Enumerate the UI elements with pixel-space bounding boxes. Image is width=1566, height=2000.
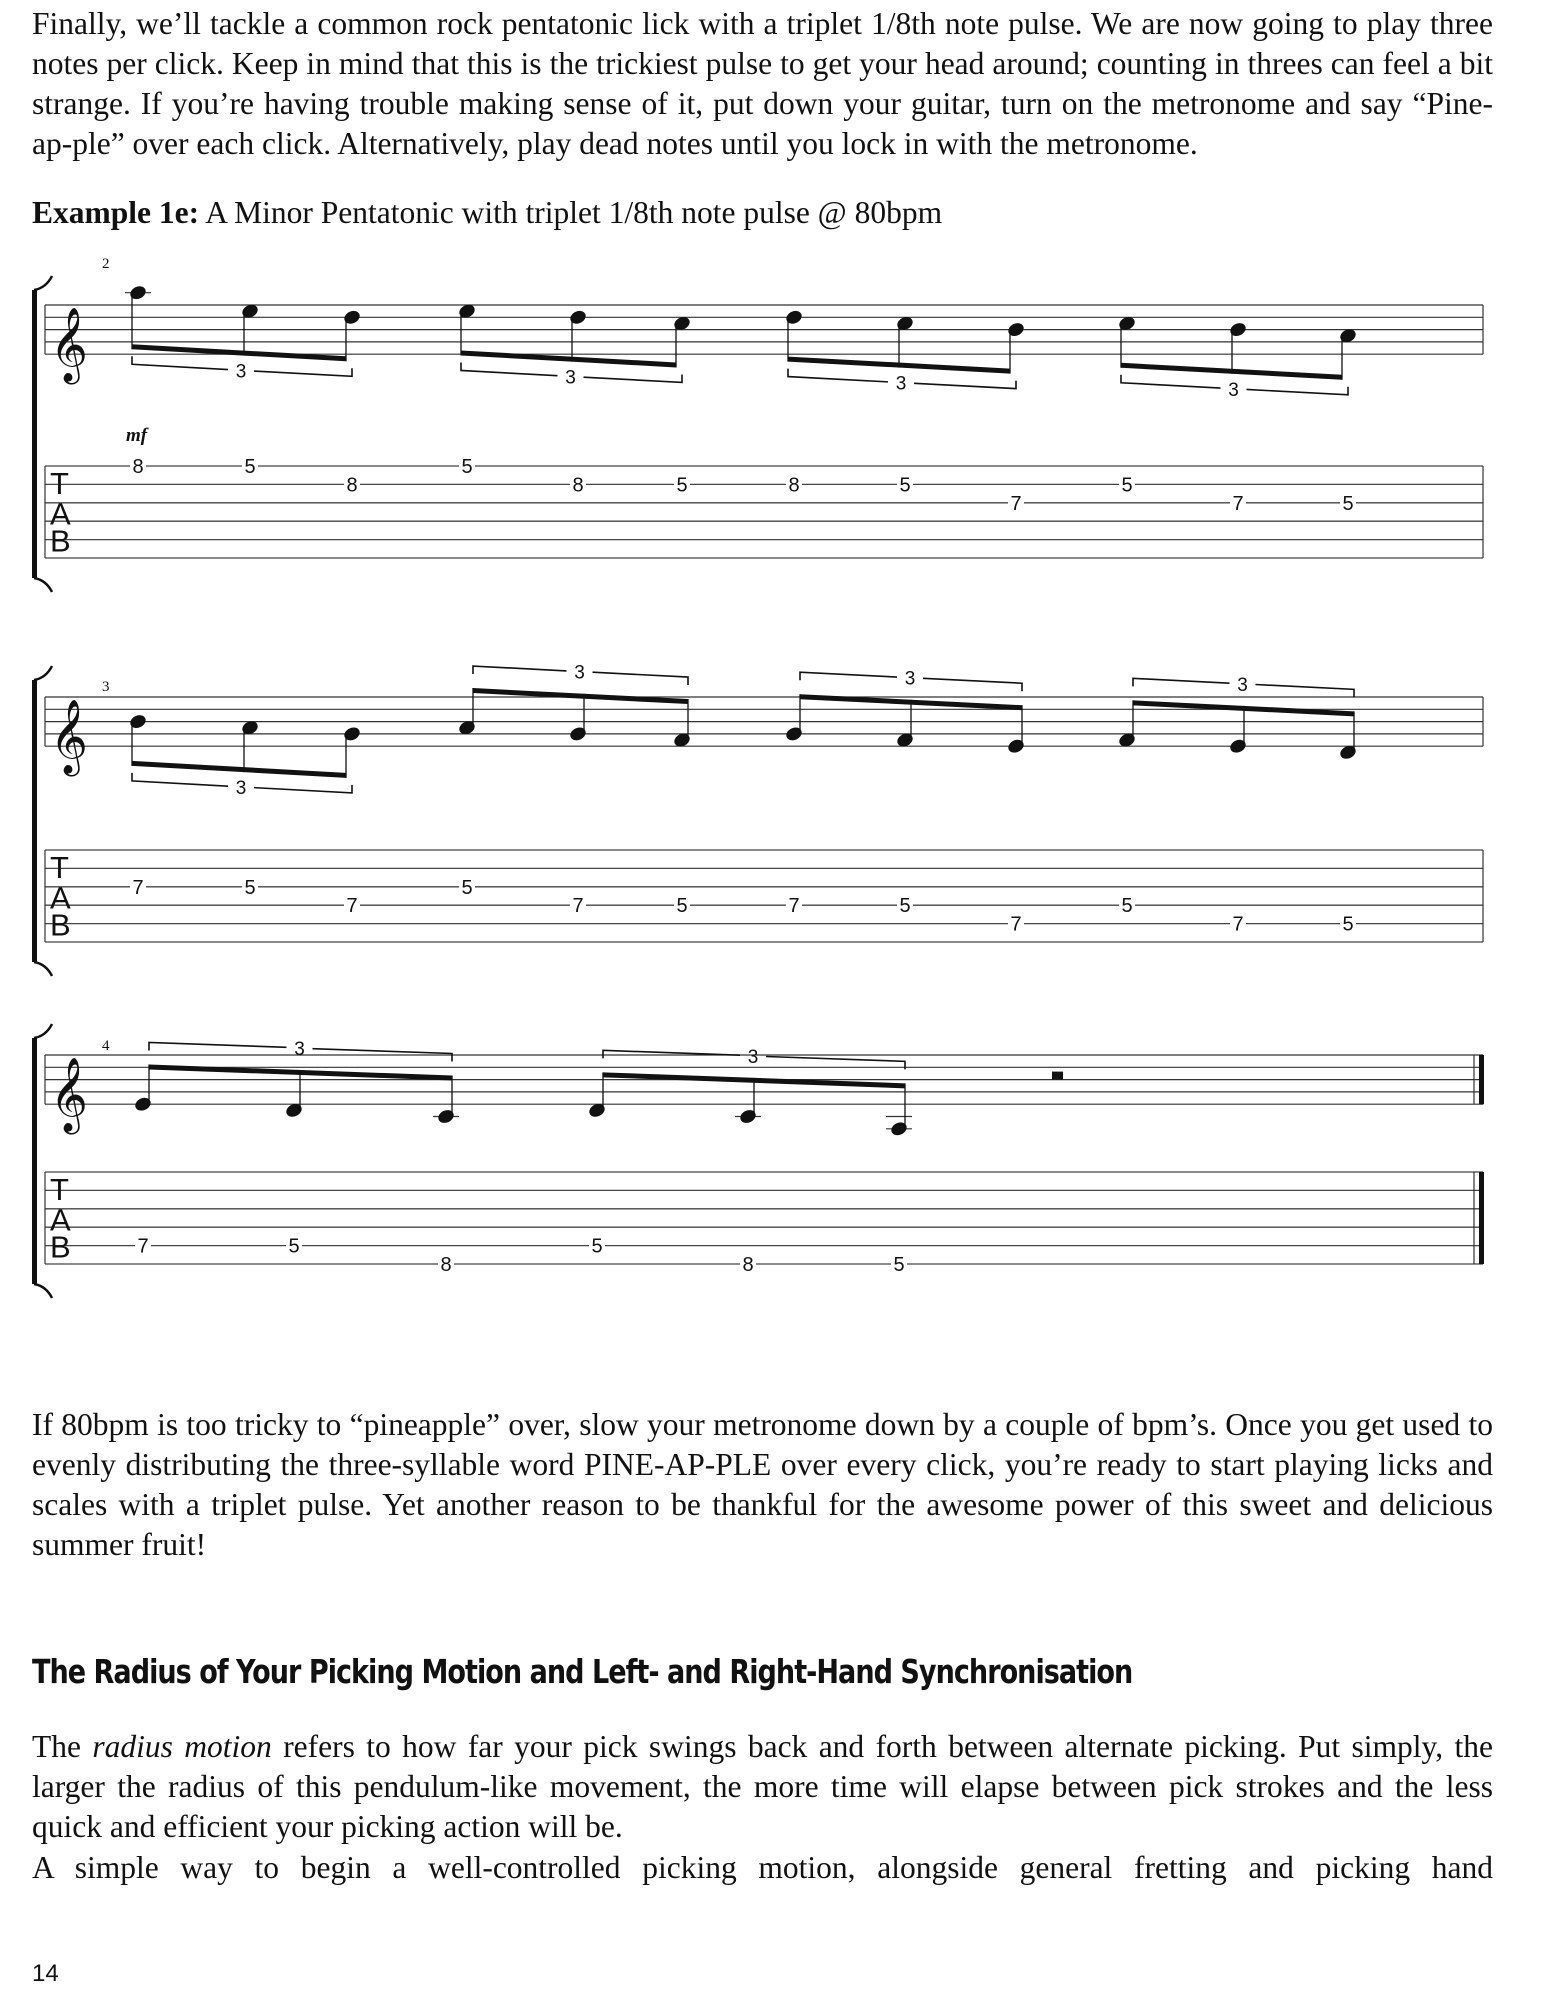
tuplet-bracket	[593, 672, 689, 685]
tab-fret-number: 5	[1121, 474, 1133, 497]
tab-fret-number: 5	[244, 876, 256, 899]
note-head	[1228, 737, 1248, 755]
triplet-group	[457, 663, 692, 918]
tab-fret-number: 7	[346, 895, 358, 918]
tuplet-number: 3	[1237, 674, 1248, 696]
treble-clef-icon: 𝄞	[50, 1058, 88, 1133]
beam	[132, 761, 346, 778]
measure-number: 3	[102, 679, 110, 695]
measure-number: 4	[102, 1038, 110, 1054]
note-head	[1228, 321, 1248, 339]
tab-fret-number: 8	[742, 1254, 754, 1276]
tab-fret-number: 5	[893, 1254, 905, 1276]
tab-fret-number: 5	[1121, 895, 1133, 918]
tuplet-bracket	[1133, 678, 1230, 686]
note-head	[568, 725, 588, 743]
example-description: A Minor Pentatonic with triplet 1/8th note pulse @ 80bpm	[199, 195, 943, 230]
system-bracket	[32, 1038, 37, 1284]
tuplet-bracket	[132, 773, 228, 786]
tuplet-bracket	[132, 356, 228, 369]
tab-fret-number: 8	[346, 474, 358, 497]
tab-letter-t: T	[50, 1172, 69, 1207]
tuplet-bracket	[603, 1050, 740, 1058]
tuplet-bracket	[584, 374, 683, 382]
tuplet-number: 3	[904, 668, 916, 690]
section-paragraph-2: A simple way to begin a well-controlled picking motion, alongside general fretting and picking hand	[32, 1850, 1493, 1885]
tab-fret-number: 7	[1010, 492, 1022, 515]
bracket-top-hook	[34, 666, 52, 680]
tuplet-bracket	[1247, 387, 1349, 395]
tuplet-bracket	[914, 381, 1016, 389]
tuplet-bracket	[923, 678, 1022, 691]
note-head	[1006, 737, 1026, 755]
note-head	[1006, 321, 1026, 339]
beam	[132, 344, 346, 361]
tab-fret-number: 8	[788, 474, 800, 497]
note-head	[738, 1108, 758, 1126]
triplet-group	[1117, 675, 1358, 936]
note-head	[128, 713, 148, 731]
section-heading: The Radius of Your Picking Motion and Left- and Right-Hand Synchronisation	[32, 1652, 1133, 1691]
tab-fret-number: 5	[676, 474, 688, 497]
triplet-group	[133, 1039, 459, 1276]
tab-letter-b: B	[50, 523, 71, 559]
system-3	[32, 1024, 1484, 1298]
para1-italic-term: radius motion	[92, 1729, 272, 1764]
para1-rest: refers to how far your pick swings back and forth between alternate picking. Put simply, the larger the radius of this pendulum-like movement, the more time will elapse between pick strokes and the less quick and efficient your picking action will be.	[32, 1729, 1493, 1844]
tuplet-number: 3	[895, 373, 907, 395]
tuplet-bracket	[1256, 685, 1355, 698]
triplet-group	[125, 284, 362, 497]
intro-paragraph: Finally, we’ll tackle a common rock pentatonic lick with a triplet 1/8th note pulse. We are now going to play three notes per click. Keep in mind that this is the trickiest pulse to get your head around; counting in threes can feel a bit strange. If you’re having trouble making sense of it, put down your guitar, turn on the metronome and say “Pine-ap-ple” over each click. Alternatively, play dead notes until you lock in with the metronome.	[32, 6, 1493, 161]
system-bracket	[32, 290, 37, 578]
tab-letter-t: T	[50, 466, 69, 501]
tab-fret-number: 5	[244, 456, 256, 478]
tab-fret-number: 5	[899, 474, 911, 497]
final-barline-thick	[1479, 1055, 1484, 1104]
system-bracket	[32, 680, 37, 962]
tab-fret-number: 5	[899, 895, 911, 918]
bracket-top-hook	[34, 1024, 52, 1038]
tab-fret-number: 8	[440, 1254, 452, 1276]
note-head	[342, 308, 362, 326]
tab-fret-number: 7	[572, 895, 584, 918]
triplet-group	[457, 302, 692, 496]
tuplet-number: 3	[565, 367, 576, 389]
tuplet-bracket	[1121, 375, 1221, 388]
treble-clef-icon: 𝄞	[50, 700, 88, 775]
tuplet-bracket	[473, 666, 567, 674]
final-barline-thick	[1479, 1172, 1484, 1264]
tuplet-number: 3	[235, 361, 247, 383]
tab-letter-a: A	[50, 880, 71, 916]
tab-fret-number: 5	[676, 895, 688, 918]
tab-fret-number: 5	[461, 456, 473, 478]
bracket-bottom-hook	[34, 578, 52, 592]
tab-fret-number: 7	[788, 895, 800, 918]
tab-letter-a: A	[50, 496, 71, 532]
tuplet-bracket	[149, 1043, 287, 1051]
bracket-top-hook	[34, 276, 52, 290]
tab-letter-b: B	[50, 907, 71, 943]
tuplet-bracket	[800, 672, 897, 680]
beam	[461, 350, 676, 367]
half-rest-icon	[1052, 1072, 1063, 1080]
tuplet-bracket	[254, 368, 352, 376]
tab-letter-t: T	[50, 850, 69, 885]
note-head	[342, 725, 362, 743]
tuplet-bracket	[461, 362, 558, 375]
beam	[473, 688, 688, 704]
tuplet-bracket	[788, 369, 888, 382]
tab-fret-number: 5	[1342, 913, 1354, 936]
tuplet-number: 3	[294, 1039, 305, 1060]
tab-fret-number: 5	[461, 876, 473, 899]
tab-fret-number: 8	[132, 456, 144, 478]
note-head	[784, 725, 804, 743]
tuplet-bracket	[254, 785, 352, 793]
note-head	[568, 308, 588, 326]
bracket-bottom-hook	[34, 1284, 52, 1298]
tuplet-number: 3	[574, 662, 585, 684]
note-head	[128, 284, 148, 302]
tuplet-number: 3	[747, 1046, 759, 1068]
closing-paragraph: If 80bpm is too tricky to “pineapple” over, slow your metronome down by a couple of bpm’s. Once you get used to evenly distributing the three-syllable word PINE-AP-PLE over every click, you’re ready to start playing licks and scales with a triplet pulse. Yet another reason to be thankful for the awesome power of this sweet and delicious summer fruit!	[32, 1407, 1493, 1562]
triplet-group	[587, 1047, 912, 1276]
dynamic-marking: mf	[126, 425, 148, 446]
tab-fret-number: 5	[1342, 492, 1354, 515]
note-head	[784, 308, 804, 326]
tab-fret-number: 7	[132, 876, 144, 899]
section-paragraph-1	[32, 1727, 1493, 1847]
tab-fret-number: 5	[591, 1235, 603, 1258]
tab-fret-number: 7	[137, 1235, 149, 1258]
bracket-bottom-hook	[34, 962, 52, 976]
tab-fret-number: 7	[1232, 492, 1244, 515]
tab-letter-a: A	[50, 1202, 71, 1238]
example-label: Example 1e:	[32, 195, 200, 230]
tab-letter-b: B	[50, 1229, 71, 1265]
system-1	[32, 256, 1483, 592]
tuplet-number: 3	[1228, 379, 1239, 401]
measure-number: 2	[102, 256, 110, 272]
tab-fret-number: 5	[288, 1235, 300, 1258]
note-head	[436, 1108, 456, 1126]
para1-start: The	[32, 1729, 93, 1764]
treble-clef-icon: 𝄞	[50, 308, 88, 383]
tuplet-number: 3	[235, 777, 247, 799]
note-head	[889, 1120, 909, 1138]
tab-fret-number: 8	[572, 474, 584, 497]
page-number: 14	[32, 1960, 59, 1987]
note-head	[133, 1095, 153, 1113]
tab-fret-number: 7	[1010, 913, 1022, 936]
tab-fret-number: 7	[1232, 913, 1244, 936]
system-2	[32, 663, 1483, 976]
